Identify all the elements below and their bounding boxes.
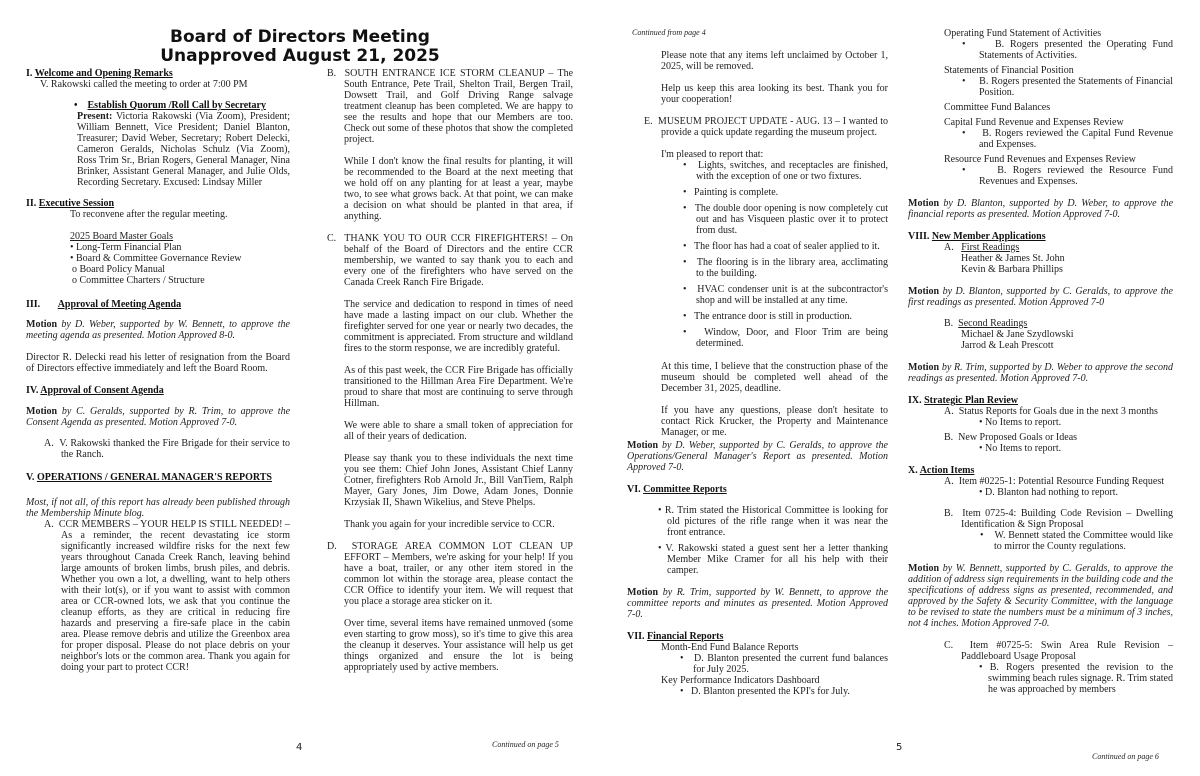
museum-bullet: • Window, Door, and Floor Trim are being determined. xyxy=(683,327,888,349)
goal-item: o Board Policy Manual xyxy=(72,264,166,275)
motion-operations: Motion by D. Weber, supported by C. Geralds, to approve the Operations/General Manager's Report as presented. Motion Approved 7-0. xyxy=(627,440,888,473)
second-readings-heading: B. Second Readings xyxy=(944,318,1028,329)
financial-bullet: • D. Blanton presented the current fund balances for July 2025. xyxy=(680,653,888,675)
motion-committee: Motion by R. Trim, supported by W. Bennett, to approve the committee reports and minutes as presented. Motion Approved 7-0. xyxy=(627,587,889,620)
section-7-heading: VII. Financial Reports xyxy=(627,631,724,642)
report-item-d-para: Please note that any items left unclaimed by October 1, 2025, will be removed. xyxy=(661,50,888,72)
financial-group-label: Resource Fund Revenues and Expenses Review xyxy=(944,154,1136,165)
applicant-name: Jarrod & Leah Prescott xyxy=(961,340,1054,351)
continued-note: Continued on page 5 xyxy=(492,740,559,749)
financial-bullet: • B. Rogers reviewed the Resource Fund Revenues and Expenses. xyxy=(962,165,1173,187)
section-8-heading: VIII. New Member Applications xyxy=(908,231,1046,242)
report-item-c: C. THANK YOU TO OUR CCR FIREFIGHTERS! – On behalf of the Board of Directors and the entire CCR membership, we wanted to say thank you to each and every one of the firefighters who have served on the Canada Creek Ranch Fire Brigade. xyxy=(327,233,574,288)
museum-closing: At this time, I believe that the construction phase of the museum should be completed well ahead of the December 31, 2025, deadline. xyxy=(661,361,888,394)
resignation-note: Director R. Delecki read his letter of resignation from the Board of Directors effective immediately and left the Board Room. xyxy=(26,352,290,374)
report-item-b-para: While I don't know the final results for planting, it will be recommended to the Board at the next meeting that we hold off on any planting for at least a year, maybe two, to see what grows back. At that point, we can make a decision on what should be planted in that area, if anything. xyxy=(344,156,573,222)
action-item-b: B. Item 0725-4: Building Code Revision – Dwelling Identification & Sign Proposal xyxy=(944,508,1173,530)
applicant-name: Kevin & Barbara Phillips xyxy=(961,264,1063,275)
report-item-b: B. SOUTH ENTRANCE ICE STORM CLEANUP – The South Entrance, Pete Trail, Shelton Trail, Bergen Trail, Dowsett Trail, and Golf Driving Range salvage treatment cleanup has been completed. We are happy to see the results and hope that our Members are too. Check out some of these photos that show the completed project. xyxy=(327,68,574,145)
motion-second-readings: Motion by R. Trim, supported by D. Weber to approve the second readings as presented. Motion Approved 7-0. xyxy=(908,362,1174,384)
financial-group-label: Committee Fund Balances xyxy=(944,102,1051,113)
section-3-heading: III. Approval of Meeting Agenda xyxy=(26,299,182,310)
first-readings-heading: A. First Readings xyxy=(944,242,1020,253)
executive-session-text: To reconvene after the regular meeting. xyxy=(70,209,228,220)
committee-bullet: • V. Rakowski stated a guest sent her a letter thanking Member Mike Cramer for all his help with their camper. xyxy=(658,543,888,576)
report-item-c-para: The service and dedication to respond in times of need have made a lasting impact on our club. Whether the firefighter served for one year or nearly two decades, the commitment is appreciated. From structure and wildland fires to the storm response, we are incredibly grateful. xyxy=(344,299,573,354)
motion-address-signs: Motion by W. Bennett, supported by C. Geralds, to approve the addition of address sign requirements in the building code and the specifications of address signs as presented, recommended, and approved by the Safety & Security Committee, with the language to be revised to state the numbers must be a minimum of 3 inches, not 4 inches. Motion Approved 7-0. xyxy=(908,563,1173,629)
action-bullet: • W. Bennett stated the Committee would like to mirror the County regulations. xyxy=(980,530,1173,552)
financial-bullet: • B. Rogers presented the Operating Fund Statements of Activities. xyxy=(962,39,1173,61)
museum-bullet: • HVAC condenser unit is at the subcontractor's shop and will be installed at any time. xyxy=(683,284,888,306)
motion-first-readings: Motion by D. Blanton, supported by C. Geralds, to approve the first readings as presented. Motion Approved 7-0 xyxy=(908,286,1173,308)
museum-closing: If you have any questions, please don't hesitate to contact Rick Krucker, the Property and Maintenance Manager, or me. xyxy=(661,405,888,438)
page-5-column-2 xyxy=(908,28,1173,695)
continued-note: Continued on page 6 xyxy=(1092,752,1159,761)
motion-agenda: Motion by D. Weber, supported by W. Bennett, to approve the meeting agenda as presented. Motion Approved 8-0. xyxy=(26,319,291,341)
motion-consent: Motion by C. Geralds, supported by R. Trim, to approve the Consent Agenda as presented. Motion Approved 7-0. xyxy=(26,406,291,428)
section-5-heading: V. OPERATIONS / GENERAL MANAGER'S REPORTS xyxy=(26,472,272,483)
page-4-column-1 xyxy=(26,68,290,673)
consent-item-a: A. V. Rakowski thanked the Fire Brigade for their service to the Ranch. xyxy=(44,438,291,460)
strategic-item-a: A. Status Reports for Goals due in the next 3 months xyxy=(944,406,1158,417)
museum-bullet: • The floor has had a coat of sealer applied to it. xyxy=(683,241,880,252)
document-subtitle: Unapproved August 21, 2025 xyxy=(160,46,440,66)
section-10-heading: X. Action Items xyxy=(908,465,975,476)
museum-bullet: • The double door opening is now completely cut out and has Visqueen plastic over it to protect from dust. xyxy=(683,203,888,236)
call-to-order: V. Rakowski called the meeting to order at 7:00 PM xyxy=(40,79,248,90)
section-1-heading: I. Welcome and Opening Remarks xyxy=(26,68,173,79)
motion-financial: Motion by D. Blanton, supported by D. Weber, to approve the financial reports as presented. Motion Approved 7-0. xyxy=(908,198,1174,220)
applicant-name: Heather & James St. John xyxy=(961,253,1065,264)
financial-group-label: Capital Fund Revenue and Expenses Review xyxy=(944,117,1124,128)
financial-bullet: • D. Blanton presented the KPI's for July. xyxy=(680,686,850,697)
financial-group-label: Statements of Financial Position xyxy=(944,65,1074,76)
report-item-c-para: As of this past week, the CCR Fire Brigade has officially transitioned to the Hillman Area Fire Department. We're proud to share that most are continuing to serve through Hillman. xyxy=(344,365,573,409)
page-5-column-1 xyxy=(627,50,888,697)
report-item-d-para: Help us keep this area looking its best. Thank you for your cooperation! xyxy=(661,83,888,105)
applicant-name: Michael & Jane Szydlowski xyxy=(961,329,1074,340)
museum-bullet: • Painting is complete. xyxy=(683,187,779,198)
e-pleased: I'm pleased to report that: xyxy=(661,149,764,160)
goal-item: o Committee Charters / Structure xyxy=(72,275,205,286)
museum-bullet: • The entrance door is still in production. xyxy=(683,311,853,322)
action-bullet: • B. Rogers presented the revision to the swimming beach rules signage. R. Trim stated he was approached by members xyxy=(979,662,1174,695)
page-number: 4 xyxy=(296,742,303,753)
action-item-c: C. Item #0725-5: Swin Area Rule Revision – Paddleboard Usage Proposal xyxy=(944,640,1173,662)
financial-bullet: • B. Rogers reviewed the Capital Fund Revenue and Expenses. xyxy=(962,128,1174,150)
section-9-heading: IX. Strategic Plan Review xyxy=(908,395,1018,406)
financial-group-label: Key Performance Indicators Dashboard xyxy=(661,675,820,686)
strategic-item-b: B. New Proposed Goals or Ideas xyxy=(944,432,1078,443)
report-intro: Most, if not all, of this report has already been published through the Membership Minute blog. xyxy=(26,497,290,519)
strategic-bullet: • No Items to report. xyxy=(979,443,1062,454)
strategic-bullet: • No Items to report. xyxy=(979,417,1062,428)
section-6-heading: VI. Committee Reports xyxy=(627,484,727,495)
report-item-d-para: Over time, several items have remained unmoved (some even starting to grow moss), so it's time to give this area the cleanup it deserves. Your assistance will help us get things organized and ensure the lot is being appropriately used by active members. xyxy=(344,618,573,673)
museum-bullet: • Lights, switches, and receptacles are finished, with the exception of one or two fixtures. xyxy=(683,160,888,182)
report-item-c-para: We were able to share a small token of appreciation for all of their years of dedication. xyxy=(344,420,573,442)
financial-group-label: Operating Fund Statement of Activities xyxy=(944,28,1102,39)
attendance: Present: Victoria Rakowski (Via Zoom), President; William Bennett, Vice President; Daniel Blanton, Treasurer; David Weber, Secretary; Robert Delecki, Cameron Geralds, Nicholas Schulz (Via Zoom), Ross Trim Sr., Brian Rogers, General Manager, Nina Brinker, Assistant General Manager, and Julie Olds, Recording Secretary. Excused: Lindsay Miller xyxy=(77,111,290,188)
financial-group-label: Month-End Fund Balance Reports xyxy=(661,642,799,653)
quorum-heading: • Establish Quorum /Roll Call by Secretary xyxy=(74,100,266,111)
report-item-e: E. MUSEUM PROJECT UPDATE - AUG. 13 – I wanted to provide a quick update regarding the museum project. xyxy=(644,116,889,138)
page-4-column-2 xyxy=(327,68,573,673)
report-item-a: A. CCR MEMBERS – YOUR HELP IS STILL NEEDED! – As a reminder, the recent devastating ice storm significantly increased wildfire risks for the next few years throughout Canada Creek Ranch, leaving behind large amounts of broken limbs, brush piles, and debris. Whether you own a lot, a dwelling, want to help others with their lot(s), or if you want to assist with common area or CCR-owned lots, we ask that you continue the cleanup efforts, as they are critical in reducing fire hazards and preserving a fire-safe place in the cabin area. Please remove debris and utilize the Greenbox area for proper disposal. Please do not place debris on your neighbor's lots or the common area. Thank you again for doing your part to protect CCR! xyxy=(44,519,290,673)
document-title: Board of Directors Meeting xyxy=(170,27,430,47)
report-item-c-para: Thank you again for your incredible service to CCR. xyxy=(344,519,555,530)
goal-item: • Board & Committee Governance Review xyxy=(70,253,242,264)
goals-heading: 2025 Board Master Goals xyxy=(70,231,174,242)
action-item-a: A. Item #0225-1: Potential Resource Funding Request xyxy=(944,476,1164,487)
continued-from-note: Continued from page 4 xyxy=(632,28,706,37)
goal-item: • Long-Term Financial Plan xyxy=(70,242,182,253)
page-number: 5 xyxy=(896,742,903,753)
committee-bullet: • R. Trim stated the Historical Committee is looking for old pictures of the rifle range when it was near the front entrance. xyxy=(658,505,889,538)
museum-bullet: • The flooring is in the library area, acclimating to the building. xyxy=(683,257,889,279)
financial-bullet: • B. Rogers presented the Statements of Financial Position. xyxy=(962,76,1174,98)
report-item-c-para: Please say thank you to these individuals the next time you see them: Chief John Jones, Assistant Chief Lanny Cotner, firefighters Rob Arnold Jr., Bill VanTiem, Ralph Mayer, Gary Jones, Jim Dowe, Adam Jones, Donnie Krzysiak II, Shawn Wikelius, and Steve Phelps. xyxy=(344,453,573,508)
section-4-heading: IV. Approval of Consent Agenda xyxy=(26,385,164,396)
action-bullet: • D. Blanton had nothing to report. xyxy=(979,487,1119,498)
section-2-heading: II. Executive Session xyxy=(26,198,115,209)
report-item-d: D. STORAGE AREA COMMON LOT CLEAN UP EFFORT – Members, we're asking for your help! If you have a boat, trailer, or any other item stored in the common lot within the storage area, please contact the CCR Office to identify your item. We will request that you place a storage area sticker on it. xyxy=(327,541,573,607)
